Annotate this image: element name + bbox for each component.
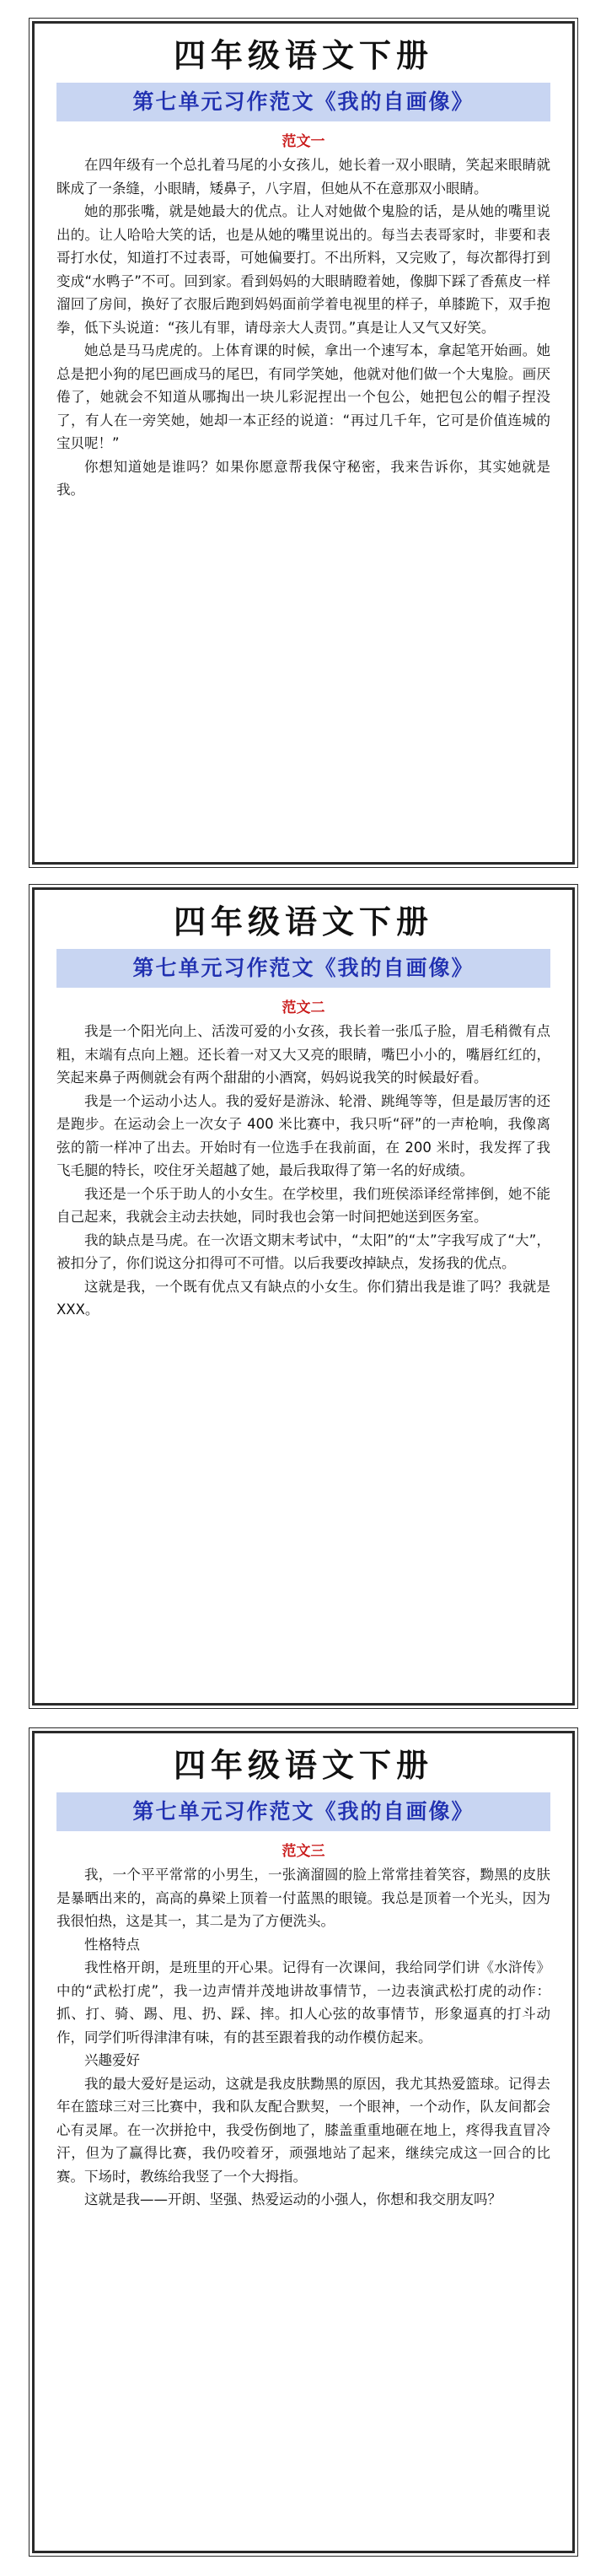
- paragraph: 你想知道她是谁吗？如果你愿意帮我保守秘密，我来告诉你，其实她就是我。: [56, 458, 550, 498]
- paragraph: 我，一个平平常常的小男生，一张滴溜圆的脸上常常挂着笑容，黝黑的皮肤是暴晒出来的，高高的鼻梁上顶着一付蓝黑的眼镜。我总是顶着一个光头，因为我很怕热，这是其一，其二是为了方便洗头。: [56, 1867, 550, 1929]
- essay-card-1: [32, 21, 575, 865]
- paragraph: 我的缺点是马虎。在一次语文期末考试中，“太阳”的“太”字我写成了“大”，被扣分了，你们说这分扣得可不可惜。以后我要改掉缺点，发扬我的优点。: [56, 1231, 550, 1271]
- paragraph: 她总是马马虎虎的。上体育课的时候，拿出一个速写本，拿起笔开始画。她总是把小狗的尾巴画成马的尾巴，有同学笑她，他就对他们做一个大鬼脸。画厌倦了，她就会不知道从哪掏出一块儿彩泥捏出一个包公，她把包公的帽子捏没了，有人在一旁笑她，她却一本正经的说道：“再过几千年，它可是价值连城的宝贝呢！”: [56, 342, 550, 451]
- page-title: 四年级语文下册: [173, 1746, 433, 1784]
- essay-label: 范文二: [282, 1000, 325, 1016]
- paragraph: 我的最大爱好是运动，这就是我皮肤黝黑的原因，我尤其热爱篮球。记得去年在篮球三对三比赛中，我和队友配合默契，一个眼神，一个动作，队友间都会心有灵犀。在一次拼抢中，我受伤倒地了，膝盖重重地砸在地上，疼得我直冒冷汗，但为了赢得比赛，我仍咬着牙，顽强地站了起来，继续完成这一回合的比赛。下场时，教练给我竖了一个大拇指。: [56, 2075, 550, 2185]
- paragraph: 我还是一个乐于助人的小女生。在学校里，我们班侯添译经常摔倒，她不能自己起来，我就会主动去扶她，同时我也会第一时间把她送到医务室。: [56, 1185, 550, 1225]
- paragraph: 我是一个运动小达人。我的爱好是游泳、轮滑、跳绳等等，但是最厉害的还是跑步。在运动会上一次女子 400 米比赛中，我只听“砰”的一声枪响，我像离弦的箭一样冲了出去。开始时有一位选手在我前面，在 200 米时，我发挥了我飞毛腿的特长，咬住牙关超越了她，最后我取得了第一名的好成绩。: [56, 1092, 550, 1178]
- paragraph: 她的那张嘴，就是她最大的优点。让人对她做个鬼脸的话，是从她的嘴里说出的。让人哈哈大笑的话，也是从她的嘴里说出的。每当去表哥家时，非要和表哥打水仗，知道打不过表哥，可她偏要打。不出所料，又完败了，每次都得打到变成“水鸭子”不可。回到家。看到妈妈的大眼睛瞪着她，像脚下踩了香蕉皮一样溜回了房间，换好了衣服后跑到妈妈面前学着电视里的样子，单膝跪下，双手抱拳，低下头说道：“孩儿有罪，请母亲大人责罚。”真是让人又气又好笑。: [56, 203, 550, 336]
- page-title: 四年级语文下册: [173, 903, 433, 940]
- paragraph: 我是一个阳光向上、活泼可爱的小女孩，我长着一张瓜子脸，眉毛稍微有点粗，末端有点向上翘。还长着一对又大又亮的眼睛，嘴巴小小的，嘴唇红红的，笑起来鼻子两侧就会有两个甜甜的小酒窝，妈妈说我笑的时候最好看。: [56, 1023, 550, 1086]
- section-heading: 性格特点: [84, 1936, 140, 1953]
- paragraph: 我性格开朗，是班里的开心果。记得有一次课间，我给同学们讲《水浒传》中的“武松打虎”，我一边声情并茂地讲故事情节，一边表演武松打虎的动作：抓、打、骑、踢、甩、扔、踩、摔。扣人心弦的故事情节，形象逼真的打斗动作，同学们听得津津有味，有的甚至跟着我的动作模仿起来。: [56, 1959, 550, 2045]
- section-heading: 兴趣爱好: [84, 2052, 140, 2068]
- page-title: 四年级语文下册: [173, 36, 433, 74]
- paragraph: 这就是我，一个既有优点又有缺点的小女生。你们猜出我是谁了吗？我就是 XXX。: [56, 1278, 550, 1318]
- unit-banner: 第七单元习作范文《我的自画像》: [56, 83, 550, 121]
- essay-body: [56, 154, 550, 502]
- essay-card-3: [32, 1731, 575, 2553]
- essay-card-2: [32, 887, 575, 1706]
- paragraph: 在四年级有一个总扎着马尾的小女孩儿，她长着一双小眼睛，笑起来眼睛就眯成了一条缝，小眼睛，矮鼻子，八字眉，但她从不在意那双小眼睛。: [56, 157, 550, 197]
- essay-label: 范文一: [282, 133, 325, 150]
- essay-label: 范文三: [282, 1843, 325, 1860]
- paragraph: 这就是我——开朗、坚强、热爱运动的小强人，你想和我交朋友吗？: [84, 2191, 501, 2207]
- essay-body: [56, 1863, 550, 2212]
- unit-banner: 第七单元习作范文《我的自画像》: [56, 949, 550, 988]
- essay-body: [56, 1020, 550, 1322]
- unit-banner: 第七单元习作范文《我的自画像》: [56, 1792, 550, 1831]
